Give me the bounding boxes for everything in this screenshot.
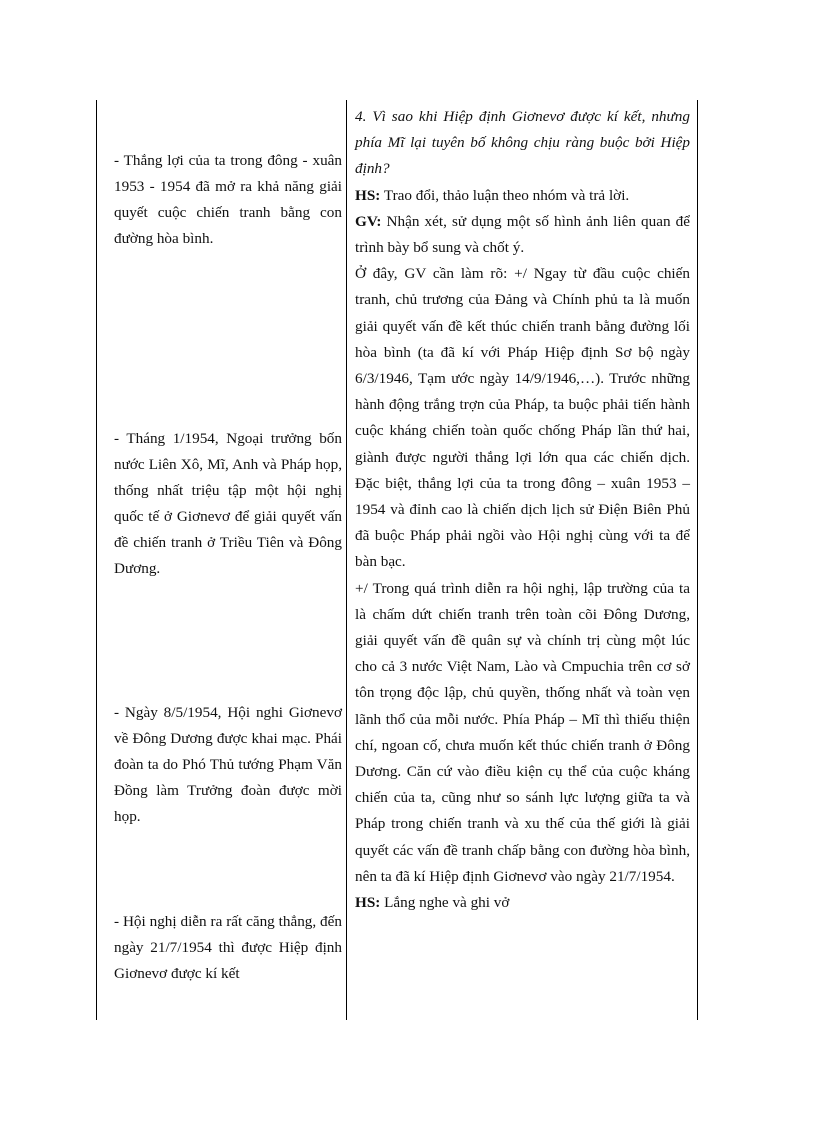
- table-border-right: [697, 100, 698, 1020]
- table-border-left: [96, 100, 97, 1020]
- question-text: 4. Vì sao khi Hiệp định Giơnevơ được kí kết, nhưng phía Mĩ lại tuyên bố không chịu ràng buộc bởi Hiệp định?: [355, 108, 690, 178]
- left-block-4: - Hội nghị diễn ra rất căng thẳng, đến ngày 21/7/1954 thì được Hiệp định Giơnevơ được kí kết: [114, 913, 342, 982]
- gv-label: GV:: [355, 212, 382, 230]
- explanation-paragraph-1: Ở đây, GV cần làm rõ: +/ Ngay từ đầu cuộc chiến tranh, chủ trương của Đảng và Chính phủ ta là muốn giải quyết vấn đề kết thúc chiến tranh bằng đường lối hòa bình (ta đã kí với Pháp Hiệp định Sơ bộ ngày 6/3/1946, Tạm ước ngày 14/9/1946,…). Trước những hành động trắng trợn của Pháp, ta buộc phải tiến hành cuộc kháng chiến toàn quốc chống Pháp lần thứ hai, giành được người thắng lợi lớn qua các chiến dịch. Đặc biệt, thắng lợi của ta trong đông – xuân 1953 – 1954 và đỉnh cao là chiến dịch lịch sử Điện Biên Phủ đã buộc Pháp phải ngồi vào Hội nghị cùng với ta để bàn bạc.: [355, 265, 690, 571]
- hs-label: HS:: [355, 894, 381, 912]
- right-column: [355, 104, 690, 916]
- gv-response: [355, 209, 690, 261]
- explanation-paragraph-2: +/ Trong quá trình diễn ra hội nghị, lập trường của ta là chấm dứt chiến tranh trên toàn cõi Đông Dương, giải quyết vấn đề quân sự và chính trị cùng một lúc cho cả 3 nước Việt Nam, Lào và Cmpuchia trên cơ sở tôn trọng độc lập, chủ quyền, thống nhất và toàn vẹn lãnh thổ của mỗi nước. Phía Pháp – Mĩ thì thiếu thiện chí, ngoan cố, chưa muốn kết thúc chiến tranh ở Đông Dương. Căn cứ vào điều kiện cụ thể của cuộc kháng chiến của ta, cũng như so sánh lực lượng giữa ta và Pháp trong chiến tranh và xu thế của thế giới là giải quyết các vấn đề tranh chấp bằng con đường hòa bình, nên ta đã kí Hiệp định Giơnevơ vào ngày 21/7/1954.: [355, 579, 690, 885]
- hs-response-1: [355, 183, 690, 209]
- hs-text: Lắng nghe và ghi vở: [380, 894, 510, 912]
- gv-text: Nhận xét, sử dụng một số hình ảnh liên quan để trình bày bổ sung và chốt ý.: [355, 212, 690, 257]
- left-block-1: - Thắng lợi của ta trong đông - xuân 1953 - 1954 đã mở ra khả năng giải quyết cuộc chiến tranh bằng con đường hòa bình.: [114, 152, 342, 247]
- left-block-3: - Ngày 8/5/1954, Hội nghi Giơnevơ về Đông Dương được khai mạc. Phái đoàn ta do Phó Thủ tướng Phạm Văn Đồng làm Trưởng đoàn được mời họp.: [114, 704, 342, 825]
- left-block-2: - Tháng 1/1954, Ngoại trưởng bốn nước Liên Xô, Mĩ, Anh và Pháp họp, thống nhất triệu tập một hội nghị quốc tế ở Giơnevơ để giải quyết vấn đề chiến tranh ở Triều Tiên và Đông Dương.: [114, 430, 342, 577]
- table-border-middle: [346, 100, 347, 1020]
- hs-text: Trao đổi, thảo luận theo nhóm và trả lời.: [380, 186, 630, 204]
- hs-response-2: [355, 890, 690, 916]
- hs-label: HS:: [355, 186, 381, 204]
